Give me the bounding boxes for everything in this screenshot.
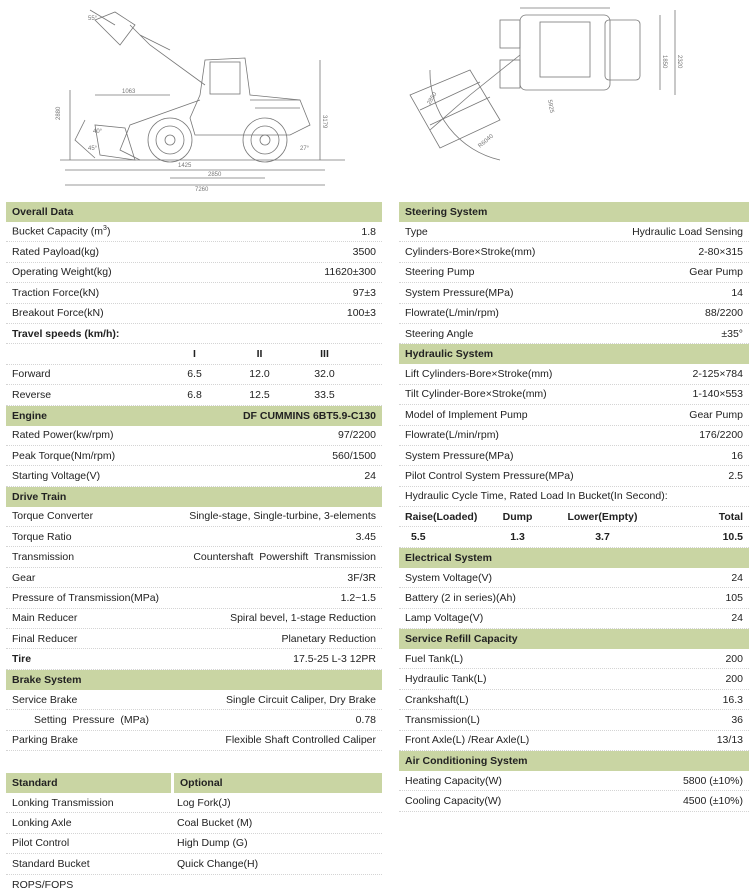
cycle-value: 5.5 — [411, 531, 426, 544]
spec-label: Parking Brake — [12, 734, 78, 747]
spec-value: 16.3 — [722, 693, 743, 706]
spec-row — [6, 242, 382, 262]
spec-label: System Pressure(MPa) — [405, 286, 514, 299]
spec-value: 97±3 — [352, 286, 376, 299]
bucket-label-text: Bucket Capacity (m — [12, 225, 104, 238]
spec-value: 100±3 — [346, 307, 376, 320]
drive-train-title: Drive Train — [12, 490, 67, 503]
spec-value: 11620±300 — [324, 266, 376, 279]
spec-row — [6, 527, 382, 547]
speed-row-reverse — [6, 385, 382, 405]
engine-header — [6, 406, 382, 426]
tire-row — [6, 649, 382, 669]
cycle-value: 3.7 — [595, 531, 610, 544]
standard-item: Pilot Control — [12, 837, 70, 850]
standard-optional-header — [6, 773, 382, 793]
spec-row — [399, 669, 749, 689]
spec-row — [6, 568, 382, 588]
cycle-value-row — [399, 527, 749, 547]
spec-label: Tilt Cylinder-Bore×Stroke(mm) — [405, 388, 547, 401]
spec-value: 2-80×315 — [698, 246, 743, 259]
spec-value: Gear Pump — [689, 266, 743, 279]
spec-row — [399, 771, 749, 791]
standard-item: Lonking Transmission — [12, 796, 114, 809]
spec-row — [6, 609, 382, 629]
svg-text:R6040: R6040 — [477, 133, 495, 150]
spec-value: 560/1500 — [332, 449, 376, 462]
spec-row — [399, 324, 749, 344]
spec-value: 16 — [731, 449, 743, 462]
spec-row — [399, 405, 749, 425]
cycle-header: Dump — [502, 510, 533, 523]
standard-item: ROPS/FOPS — [12, 878, 74, 891]
spec-label: Transmission — [12, 551, 75, 564]
travel-speeds-title: Travel speeds (km/h): — [12, 327, 120, 340]
standard-optional-table — [6, 773, 382, 892]
gear-header: II — [256, 348, 263, 361]
spec-label: Steering Pump — [405, 266, 475, 279]
left-column — [6, 202, 382, 751]
spec-value: 1-140×553 — [692, 388, 743, 401]
cycle-value: 10.5 — [722, 531, 743, 544]
electrical-system-title: Electrical System — [405, 551, 492, 564]
spec-value: 88/2200 — [705, 307, 743, 320]
gear-header: I — [193, 348, 196, 361]
spec-value: 3500 — [352, 246, 376, 259]
spec-value: 200 — [725, 673, 743, 686]
spec-row — [6, 466, 382, 486]
spec-row — [6, 283, 382, 303]
spec-label: Rated Payload(kg) — [12, 246, 99, 259]
spec-label: Pilot Control System Pressure(MPa) — [405, 469, 574, 482]
spec-value: 2.5 — [728, 469, 743, 482]
speed-label: Forward — [12, 368, 51, 381]
spec-label: System Voltage(V) — [405, 571, 492, 584]
spec-row — [6, 446, 382, 466]
cycle-value: 1.3 — [510, 531, 525, 544]
spec-label: Hydraulic Tank(L) — [405, 673, 487, 686]
speed-value: 32.0 — [314, 368, 335, 381]
table-row — [6, 854, 382, 874]
speed-value: 6.5 — [187, 368, 202, 381]
spec-row — [399, 791, 749, 811]
spec-label: Battery (2 in series)(Ah) — [405, 591, 516, 604]
spec-value: Gear Pump — [689, 408, 743, 421]
speed-value: 33.5 — [314, 388, 335, 401]
spec-value: ±35° — [721, 327, 743, 340]
table-row — [6, 813, 382, 833]
travel-speeds-title-row — [6, 324, 382, 344]
spec-row — [6, 304, 382, 324]
drive-train-header — [6, 487, 382, 507]
spec-value: 5800 (±10%) — [682, 774, 743, 787]
svg-text:27°: 27° — [300, 146, 310, 152]
spec-value: 3.45 — [355, 530, 376, 543]
spec-label: Breakout Force(kN) — [12, 307, 104, 320]
spec-row — [399, 690, 749, 710]
optional-item: Log Fork(J) — [177, 796, 231, 809]
spec-row — [399, 242, 749, 262]
tire-value: 17.5-25 L-3 12PR — [293, 653, 376, 666]
spec-label: Starting Voltage(V) — [12, 469, 101, 482]
spec-label: Pressure of Transmission(MPa) — [12, 591, 160, 604]
spec-label: Rated Power(kw/rpm) — [12, 429, 114, 442]
gear-header-row — [6, 344, 382, 364]
svg-text:7260: 7260 — [195, 187, 209, 193]
spec-row — [399, 649, 749, 669]
spec-row — [399, 731, 749, 751]
spec-value: 24 — [731, 612, 743, 625]
hydraulic-system-title: Hydraulic System — [405, 348, 494, 361]
spec-label: Type — [405, 225, 428, 238]
spec-label: Cylinders-Bore×Stroke(mm) — [405, 246, 536, 259]
table-row — [6, 793, 382, 813]
overall-data-header — [6, 202, 382, 222]
tire-label: Tire — [12, 653, 32, 666]
svg-text:2850: 2850 — [426, 91, 439, 106]
svg-text:1850: 1850 — [661, 55, 667, 69]
spec-value: 1.8 — [361, 225, 376, 238]
spec-label: Flowrate(L/min/rpm) — [405, 429, 499, 442]
spec-value: 176/2200 — [699, 429, 743, 442]
wheel-loader-drawing-icon — [0, 0, 753, 198]
cycle-time-title: Hydraulic Cycle Time, Rated Load In Bucket(In Second): — [405, 490, 668, 503]
overall-data-title: Overall Data — [12, 206, 74, 218]
speed-value: 12.0 — [249, 368, 270, 381]
optional-title: Optional — [174, 773, 382, 793]
spec-row — [6, 507, 382, 527]
svg-text:5925: 5925 — [546, 99, 555, 114]
speed-label: Reverse — [12, 388, 52, 401]
spec-row — [6, 710, 382, 730]
spec-value: 4500 (±10%) — [682, 795, 743, 808]
right-column — [399, 202, 749, 812]
svg-text:2320: 2320 — [676, 55, 682, 69]
speed-value: 6.8 — [187, 388, 202, 401]
spec-label: Front Axle(L) /Rear Axle(L) — [405, 734, 530, 747]
optional-item: High Dump (G) — [177, 837, 248, 850]
standard-title: Standard — [6, 773, 171, 793]
speed-value: 12.5 — [249, 388, 270, 401]
spec-value: 24 — [364, 469, 376, 482]
optional-item: Coal Bucket (M) — [177, 817, 253, 830]
spec-value: Spiral bevel, 1-stage Reduction — [230, 612, 376, 625]
service-refill-title: Service Refill Capacity — [405, 633, 518, 646]
spec-label: Traction Force(kN) — [12, 286, 100, 299]
superscript: 3 — [103, 225, 107, 233]
spec-row — [399, 466, 749, 486]
spec-label: Lift Cylinders-Bore×Stroke(mm) — [405, 368, 553, 381]
spec-label: Transmission(L) — [405, 713, 480, 726]
spec-label: Setting Pressure (MPa) — [34, 713, 149, 726]
spec-label: System Pressure(MPa) — [405, 449, 514, 462]
spec-label: Torque Ratio — [12, 530, 72, 543]
svg-text:40°: 40° — [93, 129, 103, 135]
steering-system-title: Steering System — [405, 206, 488, 218]
spec-value: 24 — [731, 571, 743, 584]
spec-row — [399, 304, 749, 324]
technical-drawings — [0, 0, 753, 198]
spec-label: Fuel Tank(L) — [405, 652, 464, 665]
spec-value: 2-125×784 — [692, 368, 743, 381]
cycle-header: Total — [718, 510, 743, 523]
spec-row — [399, 385, 749, 405]
spec-label: Cooling Capacity(W) — [405, 795, 502, 808]
spec-label: Crankshaft(L) — [405, 693, 469, 706]
spec-value: Hydraulic Load Sensing — [632, 225, 743, 238]
table-row — [6, 834, 382, 854]
spec-row — [399, 710, 749, 730]
spec-row — [399, 222, 749, 242]
spec-value: Countershaft Powershift Transmission — [193, 551, 376, 564]
brake-system-header — [6, 670, 382, 690]
spec-label: Main Reducer — [12, 612, 78, 625]
steering-system-header — [399, 202, 749, 222]
spec-row — [6, 629, 382, 649]
spec-label: Model of Implement Pump — [405, 408, 528, 421]
spec-label: Gear — [12, 571, 36, 584]
spec-label: Steering Angle — [405, 327, 474, 340]
table-row — [6, 875, 382, 892]
spec-value: 105 — [725, 591, 743, 604]
spec-value: 3F/3R — [347, 571, 376, 584]
spec-label: Lamp Voltage(V) — [405, 612, 484, 625]
spec-value: 0.78 — [355, 713, 376, 726]
air-conditioning-header — [399, 751, 749, 771]
spec-value: 200 — [725, 652, 743, 665]
spec-row — [399, 283, 749, 303]
electrical-system-header — [399, 548, 749, 568]
spec-value: Single-stage, Single-turbine, 3-elements — [189, 510, 376, 523]
cycle-header: Raise(Loaded) — [405, 510, 478, 523]
standard-item: Standard Bucket — [12, 857, 90, 870]
spec-row — [6, 731, 382, 751]
spec-value: 1.2~1.5 — [340, 591, 376, 604]
spec-value: 13/13 — [716, 734, 743, 747]
spec-row — [6, 588, 382, 608]
air-conditioning-title: Air Conditioning System — [405, 754, 528, 767]
gear-header: III — [320, 348, 329, 361]
svg-text:3179: 3179 — [321, 115, 327, 129]
spec-value: 14 — [731, 286, 743, 299]
spec-row — [6, 222, 382, 242]
spec-value: 36 — [731, 713, 743, 726]
spec-row — [6, 426, 382, 446]
standard-item: Lonking Axle — [12, 817, 72, 830]
spec-label: Flowrate(L/min/rpm) — [405, 307, 499, 320]
spec-label: Operating Weight(kg) — [12, 266, 112, 279]
svg-text:1063: 1063 — [122, 89, 136, 95]
svg-text:45°: 45° — [88, 146, 98, 152]
optional-item: Quick Change(H) — [177, 857, 259, 870]
svg-text:2850: 2850 — [208, 172, 222, 178]
brake-system-title: Brake System — [12, 673, 82, 686]
spec-label: Heating Capacity(W) — [405, 774, 502, 787]
service-refill-header — [399, 629, 749, 649]
svg-text:1425: 1425 — [178, 163, 192, 169]
svg-text:55°: 55° — [88, 16, 98, 22]
cycle-header: Lower(Empty) — [567, 510, 638, 523]
spec-label: Final Reducer — [12, 632, 78, 645]
spec-row — [399, 426, 749, 446]
engine-model: DF CUMMINS 6BT5.9-C130 — [242, 409, 376, 422]
cycle-header-row — [399, 507, 749, 527]
spec-value: Flexible Shaft Controlled Caliper — [225, 734, 376, 747]
spec-value: Planetary Reduction — [281, 632, 376, 645]
spec-row — [399, 364, 749, 384]
spec-value: Single Circuit Caliper, Dry Brake — [226, 693, 376, 706]
engine-title: Engine — [12, 409, 48, 422]
spec-label — [12, 225, 110, 238]
spec-row — [6, 547, 382, 567]
spec-row — [399, 588, 749, 608]
spec-row — [399, 568, 749, 588]
spec-row — [399, 446, 749, 466]
hydraulic-system-header — [399, 344, 749, 364]
spec-row — [6, 690, 382, 710]
spec-label: Service Brake — [12, 693, 78, 706]
bucket-label-end: ) — [106, 225, 111, 238]
spec-row — [399, 263, 749, 283]
cycle-time-title-row — [399, 487, 749, 507]
spec-row — [399, 609, 749, 629]
spec-row — [6, 263, 382, 283]
svg-text:2880: 2880 — [56, 106, 62, 120]
spec-label: Torque Converter — [12, 510, 94, 523]
spec-value: 97/2200 — [338, 429, 376, 442]
speed-row-forward — [6, 365, 382, 385]
spec-label: Peak Torque(Nm/rpm) — [12, 449, 116, 462]
